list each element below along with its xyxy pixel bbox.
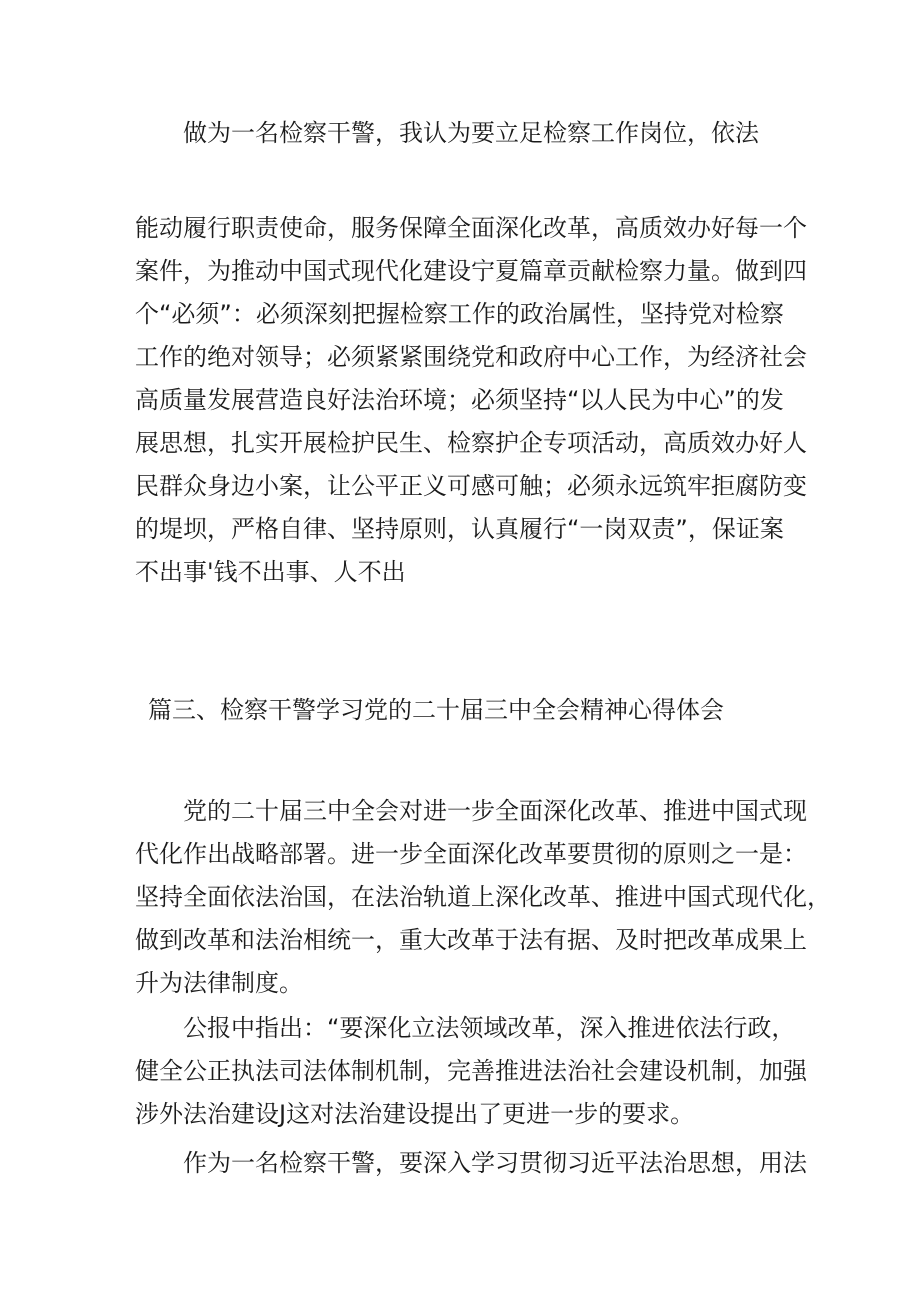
paragraph-line: 个“必须”：必须深刻把握检察工作的政治属性，坚持党对检察 [135,300,784,328]
paragraph-line: 展思想，扎实开展检护民生、检察护企专项活动，高质效办好人 [135,429,807,457]
paragraph-line: 的堤坝，严格自律、坚持原则，认真履行“一岗双责”，保证案 [135,515,784,543]
paragraph-line: 案件，为推动中国式现代化建设宁夏篇章贡献检察力量。做到四 [135,257,807,285]
paragraph-line: 能动履行职责使命，服务保障全面深化改革，高质效办好每一个 [135,214,807,242]
paragraph-line: 民群众身边小案，让公平正义可感可触；必须永远筑牢拒腐防变 [135,472,807,500]
paragraph-line: 涉外法治建设J这对法治建设提出了更进一步的要求。 [135,1100,695,1128]
paragraph-line: 升为法律制度。 [135,969,303,997]
paragraph-line: 党的二十届三中全会对进一步全面深化改革、推进中国式现 [183,797,807,825]
paragraph-line: 工作的绝对领导；必须紧紧围绕党和政府中心工作，为经济社会 [135,343,807,371]
paragraph-line: 坚持全面依法治国，在法治轨道上深化改革、推进中国式现代化， [135,883,831,911]
paragraph-line: 做到改革和法治相统一，重大改革于法有据、及时把改革成果上 [135,926,807,954]
section-heading: 篇三、检察干警学习党的二十届三中全会精神心得体会 [148,696,724,724]
paragraph-line: 代化作出战略部署。进一步全面深化改革要贯彻的原则之一是： [135,840,807,868]
paragraph-line: 不出事'钱不出事、人不出 [135,558,406,586]
paragraph-line: 高质量发展营造良好法治环境；必须坚持“以人民为中心”的发 [135,386,784,414]
paragraph-line: 做为一名检察干警，我认为要立足检察工作岗位，依法 [183,119,759,147]
paragraph-line: 健全公正执法司法体制机制，完善推进法治社会建设机制，加强 [135,1057,807,1085]
paragraph-line: 公报中指出：“要深化立法领域改革，深入推进依法行政， [183,1014,796,1042]
paragraph-line: 作为一名检察干警，要深入学习贯彻习近平法治思想，用法 [183,1149,807,1177]
